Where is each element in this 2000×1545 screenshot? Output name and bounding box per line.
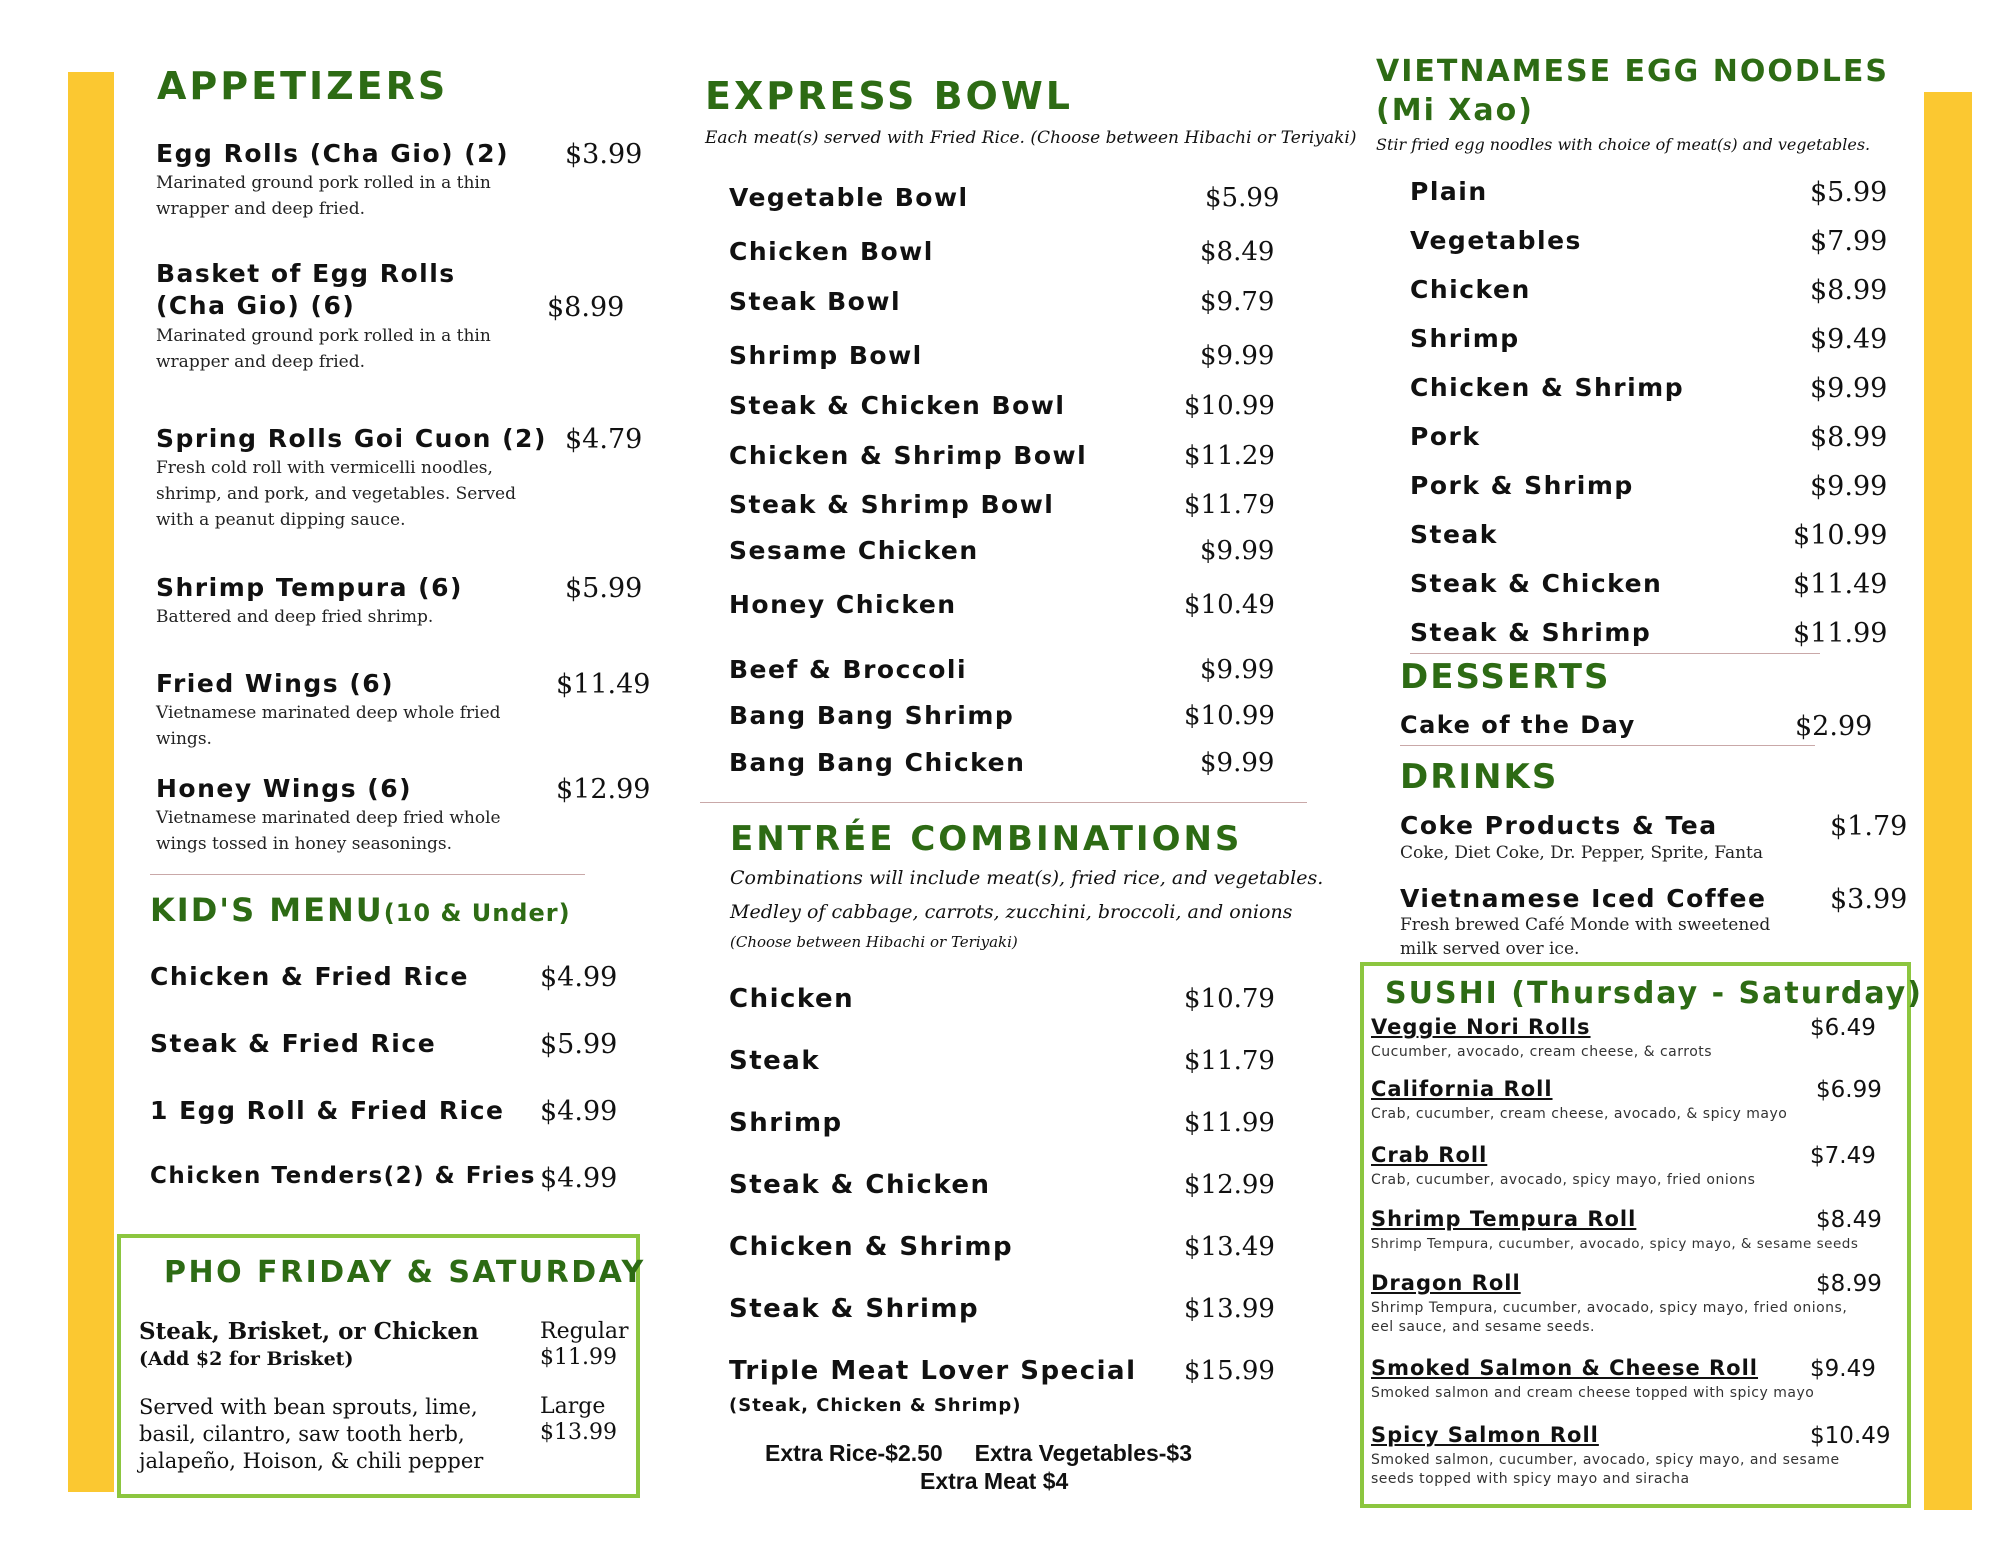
dessert-name: Cake of the Day <box>1400 711 1636 739</box>
bowl-price: $11.79 <box>1184 490 1275 520</box>
bowl-price: $5.99 <box>1205 183 1280 213</box>
pho-title: PHO FRIDAY & SATURDAY <box>164 1255 646 1290</box>
appetizer-desc: Vietnamese marinated deep whole fried wings. <box>156 703 501 749</box>
noodle-name: Plain <box>1410 177 1488 206</box>
appetizer-desc: Battered and deep fried shrimp. <box>156 607 434 627</box>
entree-subtitle-1: Combinations will include meat(s), fried rice, and vegetables. <box>730 867 1324 889</box>
bowl-name: Chicken Bowl <box>729 237 934 266</box>
appetizer-price: $3.99 <box>565 139 643 170</box>
sushi-price: $6.49 <box>1810 1015 1876 1041</box>
drink-desc: Fresh brewed Café Monde with sweetened milk served over ice. <box>1400 915 1771 959</box>
sushi-price: $8.49 <box>1816 1207 1882 1233</box>
bowl-price: $9.99 <box>1200 341 1275 371</box>
drink-name: Coke Products & Tea <box>1400 811 1718 840</box>
noodle-price: $5.99 <box>1810 177 1888 208</box>
bowl-name: Beef & Broccoli <box>729 655 968 684</box>
appetizer-price: $4.79 <box>565 424 643 455</box>
pho-large-label: Large <box>540 1394 606 1419</box>
divider <box>1410 653 1820 654</box>
entree-name: Steak & Chicken <box>729 1170 991 1200</box>
bowl-price: $9.79 <box>1200 287 1275 317</box>
divider <box>150 874 585 875</box>
desserts-title: DESSERTS <box>1400 657 1611 697</box>
noodle-name: Vegetables <box>1410 226 1582 255</box>
bowl-name: Honey Chicken <box>729 590 957 619</box>
drinks-title: DRINKS <box>1400 757 1559 797</box>
extras-line-2: Extra Meat $4 <box>920 1468 1069 1494</box>
right-yellow-stripe <box>1924 92 1972 1510</box>
noodle-name: Steak & Chicken <box>1410 569 1663 598</box>
sushi-title: SUSHI (Thursday - Saturday) <box>1385 976 1923 1011</box>
entree-triple-note: (Steak, Chicken & Shrimp) <box>729 1395 1022 1416</box>
noodle-price: $11.99 <box>1793 618 1888 649</box>
bowl-name: Steak & Shrimp Bowl <box>729 490 1055 519</box>
sushi-price: $7.49 <box>1810 1143 1876 1169</box>
appetizers-title: APPETIZERS <box>157 64 449 108</box>
entree-name: Steak <box>729 1046 821 1076</box>
sushi-desc: Shrimp Tempura, cucumber, avocado, spicy mayo, fried onions, eel sauce, and sesame seeds. <box>1371 1300 1848 1335</box>
noodle-name: Steak & Shrimp <box>1410 618 1652 647</box>
noodle-price: $10.99 <box>1793 520 1888 551</box>
entree-name: Chicken <box>729 984 855 1014</box>
sushi-desc: Shrimp Tempura, cucumber, avocado, spicy mayo, & sesame seeds <box>1371 1236 1859 1252</box>
appetizer-price: $8.99 <box>547 292 625 323</box>
sushi-name: Crab Roll <box>1371 1143 1488 1167</box>
entree-title: ENTRÉE COMBINATIONS <box>730 819 1243 859</box>
bowl-price: $9.99 <box>1200 655 1275 685</box>
bowl-price: $10.99 <box>1184 391 1275 421</box>
pho-regular-price: $11.99 <box>540 1345 617 1370</box>
sushi-price: $10.49 <box>1810 1423 1891 1449</box>
sushi-name: Smoked Salmon & Cheese Roll <box>1371 1356 1759 1380</box>
noodle-name: Chicken & Shrimp <box>1410 373 1685 402</box>
extras-line-1: Extra Rice-$2.50 Extra Vegetables-$3 <box>765 1440 1193 1466</box>
kids-item-name: 1 Egg Roll & Fried Rice <box>150 1096 505 1125</box>
pho-item-note: (Add $2 for Brisket) <box>139 1348 354 1370</box>
noodle-price: $9.99 <box>1810 373 1888 404</box>
bowl-name: Vegetable Bowl <box>729 183 969 212</box>
divider <box>1400 745 1815 746</box>
appetizer-name: Shrimp Tempura (6) <box>156 573 463 602</box>
noodle-name: Shrimp <box>1410 324 1520 353</box>
sushi-desc: Cucumber, avocado, cream cheese, & carrots <box>1371 1044 1713 1060</box>
bowl-name: Chicken & Shrimp Bowl <box>729 441 1088 470</box>
sushi-name: Veggie Nori Rolls <box>1371 1015 1591 1039</box>
kids-menu-title <box>150 891 571 929</box>
sushi-name: Dragon Roll <box>1371 1271 1521 1295</box>
drink-price: $1.79 <box>1830 811 1908 842</box>
appetizer-name: Honey Wings (6) <box>156 774 413 803</box>
sushi-desc: Crab, cucumber, cream cheese, avocado, & spicy mayo <box>1371 1106 1788 1122</box>
sushi-name: Shrimp Tempura Roll <box>1371 1207 1637 1231</box>
appetizer-desc: Marinated ground pork rolled in a thin wrapper and deep fried. <box>156 326 491 372</box>
entree-name: Triple Meat Lover Special <box>729 1356 1137 1386</box>
appetizer-price: $5.99 <box>565 573 643 604</box>
appetizer-name: Basket of Egg Rolls <box>156 259 456 288</box>
entree-price: $10.79 <box>1184 984 1275 1014</box>
noodles-title-1: VIETNAMESE EGG NOODLES <box>1376 54 1889 89</box>
bowl-name: Steak Bowl <box>729 287 902 316</box>
sushi-name: Spicy Salmon Roll <box>1371 1423 1599 1447</box>
noodle-price: $7.99 <box>1810 226 1888 257</box>
entree-name: Shrimp <box>729 1108 843 1138</box>
drink-desc: Coke, Diet Coke, Dr. Pepper, Sprite, Fanta <box>1400 843 1763 863</box>
kids-item-price: $4.99 <box>540 1096 618 1127</box>
bowl-name: Bang Bang Shrimp <box>729 701 1015 730</box>
drink-price: $3.99 <box>1830 884 1908 915</box>
bowl-name: Bang Bang Chicken <box>729 748 1026 777</box>
sushi-price: $8.99 <box>1816 1271 1882 1297</box>
noodle-name: Pork <box>1410 422 1481 451</box>
sushi-price: $6.99 <box>1816 1077 1882 1103</box>
appetizer-name: Egg Rolls (Cha Gio) (2) <box>156 139 510 168</box>
divider <box>700 802 1307 803</box>
appetizer-name: Fried Wings (6) <box>156 669 395 698</box>
kids-item-price: $5.99 <box>540 1029 618 1060</box>
noodle-name: Chicken <box>1410 275 1531 304</box>
bowl-price: $10.49 <box>1184 590 1275 620</box>
noodle-price: $9.99 <box>1810 471 1888 502</box>
pho-regular-label: Regular <box>540 1319 629 1344</box>
sushi-desc: Smoked salmon, cucumber, avocado, spicy mayo, and sesame seeds topped with spicy mayo and siracha <box>1371 1452 1840 1487</box>
left-yellow-stripe <box>68 72 114 1492</box>
dessert-price: $2.99 <box>1795 711 1873 742</box>
kids-item-name: Steak & Fried Rice <box>150 1029 437 1058</box>
entree-price: $13.99 <box>1184 1294 1275 1324</box>
sushi-desc: Smoked salmon and cream cheese topped with spicy mayo <box>1371 1385 1815 1401</box>
sushi-price: $9.49 <box>1810 1356 1876 1382</box>
pho-desc: Served with bean sprouts, lime, basil, cilantro, saw tooth herb, jalapeño, Hoison, & chili pepper <box>139 1395 484 1473</box>
sushi-name: California Roll <box>1371 1077 1553 1101</box>
drink-name: Vietnamese Iced Coffee <box>1400 884 1767 913</box>
appetizer-desc: Fresh cold roll with vermicelli noodles, shrimp, and pork, and vegetables. Served with a peanut dipping sauce. <box>156 458 517 530</box>
entree-price: $12.99 <box>1184 1170 1275 1200</box>
noodle-name: Pork & Shrimp <box>1410 471 1634 500</box>
kids-item-price: $4.99 <box>540 962 618 993</box>
entree-price: $13.49 <box>1184 1232 1275 1262</box>
bowl-price: $9.99 <box>1200 748 1275 778</box>
noodle-name: Steak <box>1410 520 1498 549</box>
entree-price: $15.99 <box>1184 1356 1275 1386</box>
bowl-price: $11.29 <box>1184 441 1275 471</box>
kids-item-price: $4.99 <box>540 1163 618 1194</box>
kids-item-name: Chicken Tenders(2) & Fries <box>150 1163 536 1189</box>
bowl-price: $10.99 <box>1184 701 1275 731</box>
pho-large-price: $13.99 <box>540 1420 617 1445</box>
entree-name: Steak & Shrimp <box>729 1294 980 1324</box>
appetizer-name: Spring Rolls Goi Cuon (2) <box>156 424 547 453</box>
kids-item-name: Chicken & Fried Rice <box>150 962 469 991</box>
bowl-price: $9.99 <box>1200 536 1275 566</box>
express-bowl-subtitle: Each meat(s) served with Fried Rice. (Choose between Hibachi or Teriyaki) <box>705 128 1357 148</box>
kids-menu-title-text: KID'S MENU <box>150 891 384 929</box>
entree-price: $11.99 <box>1184 1108 1275 1138</box>
noodle-price: $8.99 <box>1810 275 1888 306</box>
noodle-price: $8.99 <box>1810 422 1888 453</box>
noodle-price: $11.49 <box>1793 569 1888 600</box>
pho-item-name: Steak, Brisket, or Chicken <box>139 1318 479 1345</box>
bowl-price: $8.49 <box>1200 237 1275 267</box>
bowl-name: Shrimp Bowl <box>729 341 923 370</box>
entree-subtitle-3: (Choose between Hibachi or Teriyaki) <box>730 933 1018 951</box>
noodle-price: $9.49 <box>1810 324 1888 355</box>
noodles-subtitle: Stir fried egg noodles with choice of meat(s) and vegetables. <box>1376 135 1871 154</box>
appetizer-desc: Marinated ground pork rolled in a thin wrapper and deep fried. <box>156 173 491 219</box>
sushi-desc: Crab, cucumber, avocado, spicy mayo, fried onions <box>1371 1172 1756 1188</box>
noodles-title-2: (Mi Xao) <box>1376 93 1534 128</box>
appetizer-price: $11.49 <box>556 669 651 700</box>
bowl-name: Steak & Chicken Bowl <box>729 391 1066 420</box>
entree-price: $11.79 <box>1184 1046 1275 1076</box>
express-bowl-title: EXPRESS BOWL <box>705 74 1073 118</box>
entree-name: Chicken & Shrimp <box>729 1232 1014 1262</box>
kids-menu-title-suffix: (10 & Under) <box>383 899 571 927</box>
appetizer-name: (Cha Gio) (6) <box>156 291 356 320</box>
appetizer-desc: Vietnamese marinated deep fried whole wings tossed in honey seasonings. <box>156 808 501 854</box>
appetizer-price: $12.99 <box>556 774 651 805</box>
bowl-name: Sesame Chicken <box>729 536 979 565</box>
entree-subtitle-2: Medley of cabbage, carrots, zucchini, broccoli, and onions <box>730 901 1293 923</box>
